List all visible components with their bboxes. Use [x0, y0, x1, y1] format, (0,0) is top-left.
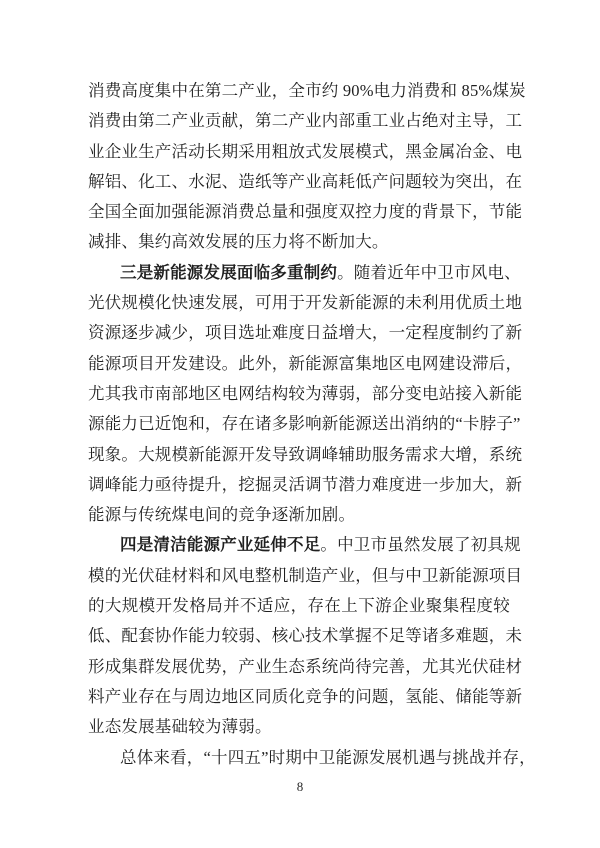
document-line [88, 227, 510, 257]
body-text: 现象。大规模新能源开发导致调峰辅助服务需求大增，系统 [88, 444, 523, 464]
document-line [88, 470, 523, 500]
document-line [88, 440, 523, 470]
document-line [88, 76, 526, 106]
paragraph [88, 258, 523, 531]
page-number-footer [0, 779, 600, 795]
paragraph [88, 76, 526, 258]
document-line [88, 379, 523, 409]
page-number: 8 [296, 779, 304, 794]
body-text: 消费高度集中在第二产业，全市约 90%电力消费和 85%煤炭 [88, 81, 526, 100]
body-text: 源能力已近饱和，存在诸多影响新能源送出消纳的“卡脖子” [88, 414, 521, 434]
body-text: 总体来看，“十四五”时期中卫能源发展机遇与挑战并存， [120, 747, 536, 767]
document-line [88, 197, 523, 227]
document-line [88, 500, 510, 530]
body-text: 尤其我市南部地区电网结构较为薄弱，部分变电站接入新能 [88, 383, 523, 403]
document-line [88, 743, 536, 773]
body-text: 全国全面加强能源消费总量和强度双控力度的背景下，节能 [88, 202, 523, 222]
body-text: 减排、集约高效发展的压力将不断加大。 [88, 232, 389, 252]
document-line [88, 288, 523, 318]
document-line [88, 349, 523, 379]
document-line [88, 682, 523, 712]
body-text: 光伏规模化快速发展，可用于开发新能源的未利用优质土地 [88, 293, 523, 313]
body-text: 调峰能力亟待提升，挖掘灵活调节潜力难度进一步加大，新 [88, 474, 523, 494]
document-line [88, 106, 523, 136]
body-text: 模的光伏硅材料和风电整机制造产业，但与中卫新能源项目 [88, 565, 523, 585]
document-line [88, 621, 523, 651]
document-line [88, 591, 510, 621]
document-line [88, 561, 523, 591]
document-line [88, 652, 523, 682]
body-text: 形成集群发展优势，产业生态系统尚待完善，尤其光伏硅材 [88, 656, 523, 676]
body-text: 业企业生产活动长期采用粗放式发展模式，黑金属冶金、电 [88, 141, 523, 161]
paragraph [88, 743, 536, 773]
body-text: 料产业存在与周边地区同质化竞争的问题，氢能、储能等新 [88, 686, 523, 706]
body-text: 能源与传统煤电间的竞争逐渐加剧。 [88, 505, 356, 525]
body-text: 能源项目开发建设。此外，新能源富集地区电网建设滞后， [88, 353, 523, 373]
body-text: 。随着近年中卫市风电、 [337, 262, 521, 282]
document-line [88, 712, 510, 742]
bold-heading-text: 三是新能源发展面临多重制约 [120, 262, 338, 282]
bold-heading-text: 四是清洁能源产业延伸不足 [120, 535, 321, 555]
body-text: 业态发展基础较为薄弱。 [88, 717, 272, 737]
paragraph [88, 530, 523, 742]
document-line [88, 318, 523, 348]
document-line [88, 530, 521, 560]
body-text: 低、配套协作能力较弱、核心技术掌握不足等诸多难题，未 [88, 626, 523, 646]
document-line [88, 258, 521, 288]
body-text: 。中卫市虽然发展了初具规 [320, 535, 521, 555]
document-line [88, 137, 523, 167]
document-line [88, 167, 523, 197]
body-text: 的大规模开发格局并不适应，存在上下游企业聚集程度较 [88, 596, 510, 616]
body-text: 资源逐步减少，项目选址难度日益增大，一定程度制约了新 [88, 323, 523, 343]
body-text: 解铝、化工、水泥、造纸等产业高耗低产问题较为突出，在 [88, 171, 523, 191]
body-text: 消费由第二产业贡献，第二产业内部重工业占绝对主导，工 [88, 111, 523, 131]
text-block [88, 76, 536, 773]
document-line [88, 409, 521, 439]
